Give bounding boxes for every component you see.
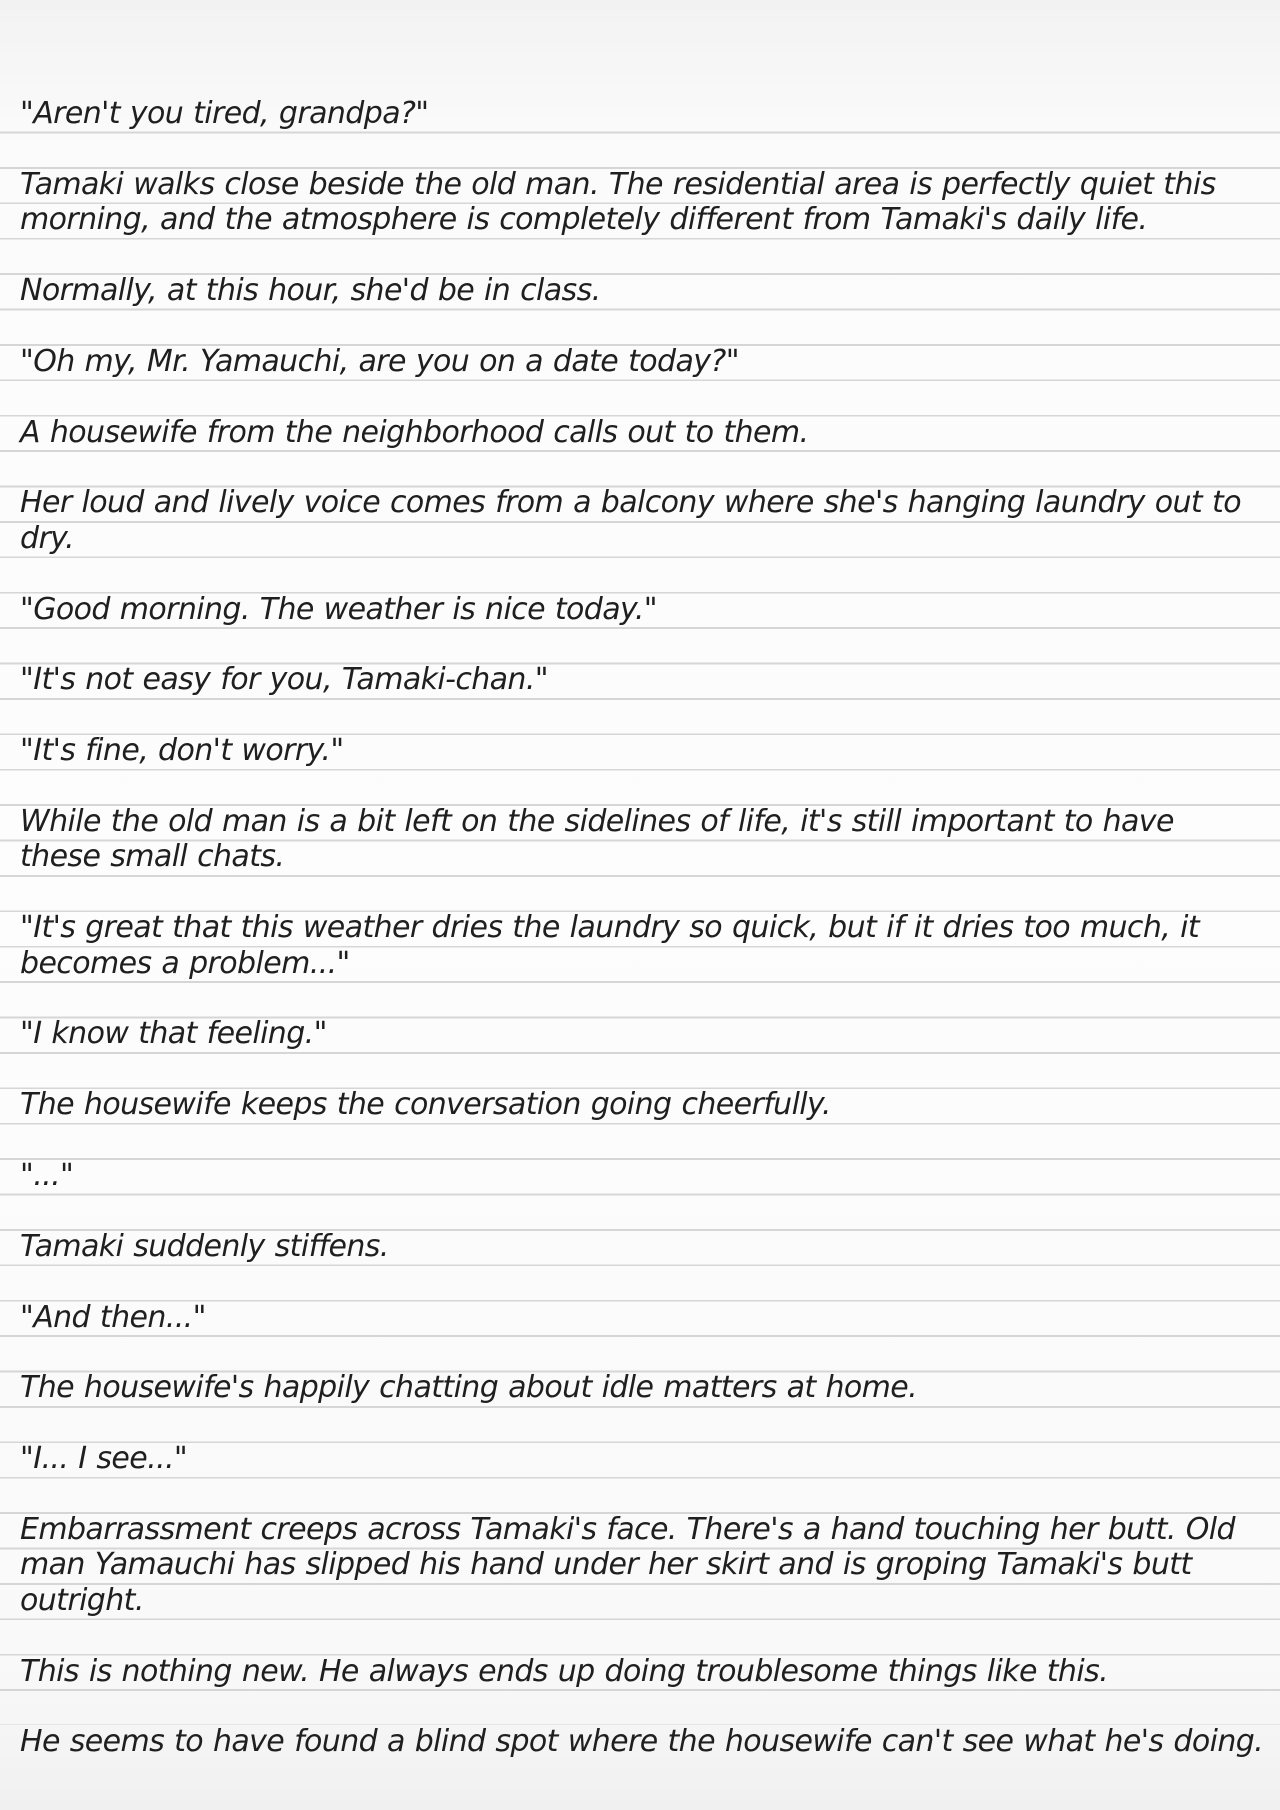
- paragraph: "...": [20, 1157, 74, 1193]
- paragraph: "Aren't you tired, grandpa?": [20, 96, 429, 131]
- paragraph: "Good morning. The weather is nice today.": [20, 591, 657, 627]
- paragraph: Her loud and lively voice comes from a balcony where she's hanging laundry out to dry.: [20, 485, 1241, 556]
- paragraph: The housewife keeps the conversation going cheerfully.: [20, 1087, 831, 1123]
- paragraph: Normally, at this hour, she'd be in class.: [20, 273, 601, 308]
- paragraph: Tamaki walks close beside the old man. The residential area is perfectly quiet this morning, and the atmosphere is completely different from Tamaki's daily life.: [20, 166, 1216, 238]
- paragraph: "Oh my, Mr. Yamauchi, are you on a date today?": [20, 343, 739, 379]
- paragraph: This is nothing new. He always ends up doing troublesome things like this.: [20, 1653, 1109, 1689]
- paragraph: Embarrassment creeps across Tamaki's face. There's a hand touching her butt. Old man Yamauchi has slipped his hand under her skirt and is groping Tamaki's butt outright.: [20, 1511, 1235, 1618]
- paragraph: "It's great that this weather dries the laundry so quick, but if it dries too much, it becomes a problem...": [20, 910, 1200, 981]
- paragraph: "I know that feeling.": [20, 1016, 327, 1052]
- paragraph: "And then...": [20, 1299, 206, 1335]
- paragraph: "I... I see...": [20, 1441, 188, 1477]
- paragraph: "It's fine, don't worry.": [20, 733, 344, 769]
- paragraph: He seems to have found a blind spot where the housewife can't see what he's doing.: [20, 1724, 1264, 1760]
- text-column: [20, 96, 1270, 1795]
- paragraph: A housewife from the neighborhood calls out to them.: [20, 414, 809, 450]
- paragraph: The housewife's happily chatting about idle matters at home.: [20, 1370, 918, 1406]
- paragraph: "It's not easy for you, Tamaki-chan.": [20, 662, 548, 698]
- paragraph: While the old man is a bit left on the sidelines of life, it's still important to have these small chats.: [20, 803, 1174, 875]
- paragraph: Tamaki suddenly stiffens.: [20, 1228, 389, 1264]
